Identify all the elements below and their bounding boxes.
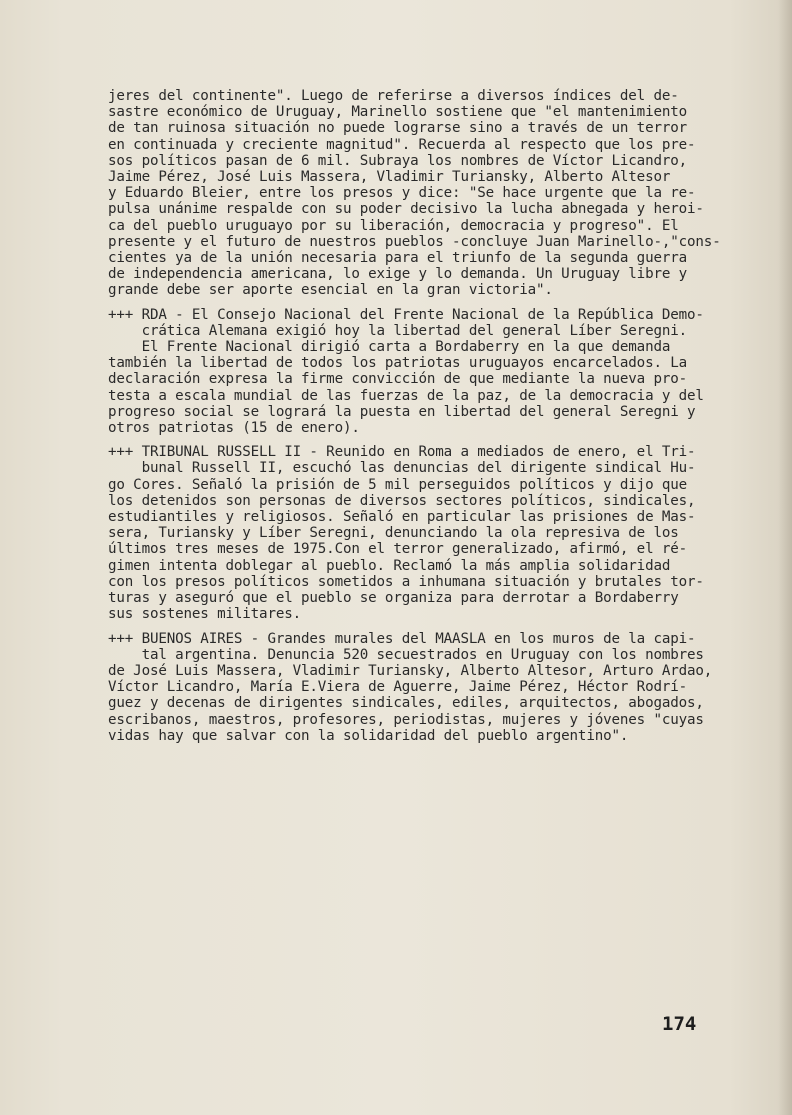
- text-line: ca del pueblo uruguayo por su liberación, democracia y progreso". El: [108, 217, 679, 234]
- text-line: también la libertad de todos los patriotas uruguayos encarcelados. La: [108, 355, 688, 372]
- text-line: tal argentina. Denuncia 520 secuestrados en Uruguay con los nombres: [108, 646, 704, 663]
- text-line: los detenidos son personas de diversos sectores políticos, sindicales,: [108, 492, 696, 509]
- text-line: pulsa unánime respalde con su poder decisivo la lucha abnegada y heroi-: [108, 201, 704, 218]
- text-line: Víctor Licandro, María E.Viera de Aguerre, Jaime Pérez, Héctor Rodrí-: [108, 679, 688, 696]
- paragraph: [108, 631, 758, 744]
- text-line: en continuada y creciente magnitud". Recuerda al respecto que los pre-: [108, 136, 696, 153]
- text-line: de independencia americana, lo exige y lo demanda. Un Uruguay libre y: [108, 266, 688, 283]
- text-line: guez y decenas de dirigentes sindicales, ediles, arquitectos, abogados,: [108, 695, 704, 712]
- text-line: estudiantiles y religiosos. Señaló en particular las prisiones de Mas-: [108, 509, 696, 526]
- text-line: Jaime Pérez, José Luis Massera, Vladimir Turiansky, Alberto Altesor: [108, 169, 671, 186]
- text-line: progreso social se logrará la puesta en libertad del general Seregni y: [108, 403, 696, 420]
- page-spine-shadow: [778, 0, 792, 1115]
- page-number: 174: [662, 1013, 697, 1035]
- paragraph: [108, 444, 758, 622]
- text-line: grande debe ser aporte esencial en la gran victoria".: [108, 282, 553, 299]
- text-line: y Eduardo Bleier, entre los presos y dice: "Se hace urgente que la re-: [108, 185, 696, 202]
- text-line: turas y aseguró que el pueblo se organiza para derrotar a Bordaberry: [108, 590, 679, 607]
- text-line: de José Luis Massera, Vladimir Turiansky, Alberto Altesor, Arturo Ardao,: [108, 662, 713, 679]
- text-line: escribanos, maestros, profesores, periodistas, mujeres y jóvenes "cuyas: [108, 711, 704, 728]
- text-line: declaración expresa la firme convicción de que mediante la nueva pro-: [108, 371, 688, 388]
- text-line: sus sostenes militares.: [108, 606, 302, 623]
- text-line: de tan ruinosa situación no puede lograrse sino a través de un terror: [108, 120, 688, 137]
- text-line: bunal Russell II, escuchó las denuncias del dirigente sindical Hu-: [108, 460, 696, 477]
- text-line: sera, Turiansky y Líber Seregni, denunciando la ola represiva de los: [108, 525, 679, 542]
- text-line: vidas hay que salvar con la solidaridad del pueblo argentino".: [108, 727, 629, 744]
- text-line: presente y el futuro de nuestros pueblos -concluye Juan Marinello-,"cons-: [108, 233, 721, 250]
- text-line: últimos tres meses de 1975.Con el terror generalizado, afirmó, el ré-: [108, 541, 688, 558]
- text-line: otros patriotas (15 de enero).: [108, 420, 360, 437]
- text-line: testa a escala mundial de las fuerzas de la paz, de la democracia y del: [108, 387, 704, 404]
- text-line: con los presos políticos sometidos a inhumana situación y brutales tor-: [108, 573, 704, 590]
- paragraph: [108, 88, 758, 299]
- text-line: gimen intenta doblegar al pueblo. Reclamó la más amplia solidaridad: [108, 557, 671, 574]
- text-line: sastre económico de Uruguay, Marinello sostiene que "el mantenimiento: [108, 104, 688, 121]
- text-line: cientes ya de la unión necesaria para el triunfo de la segunda guerra: [108, 250, 688, 267]
- text-line: El Frente Nacional dirigió carta a Bordaberry en la que demanda: [108, 339, 671, 356]
- text-line: +++ TRIBUNAL RUSSELL II - Reunido en Roma a mediados de enero, el Tri-: [108, 444, 696, 461]
- text-line: sos políticos pasan de 6 mil. Subraya los nombres de Víctor Licandro,: [108, 152, 688, 169]
- text-line: +++ RDA - El Consejo Nacional del Frente Nacional de la República Demo-: [108, 306, 704, 323]
- text-line: crática Alemana exigió hoy la libertad del general Líber Seregni.: [108, 322, 688, 339]
- text-line: +++ BUENOS AIRES - Grandes murales del MAASLA en los muros de la capi-: [108, 630, 696, 647]
- paragraph: [108, 307, 758, 437]
- document-body: [108, 88, 758, 752]
- text-line: jeres del continente". Luego de referirse a diversos índices del de-: [108, 88, 679, 104]
- text-line: go Cores. Señaló la prisión de 5 mil perseguidos políticos y dijo que: [108, 476, 688, 493]
